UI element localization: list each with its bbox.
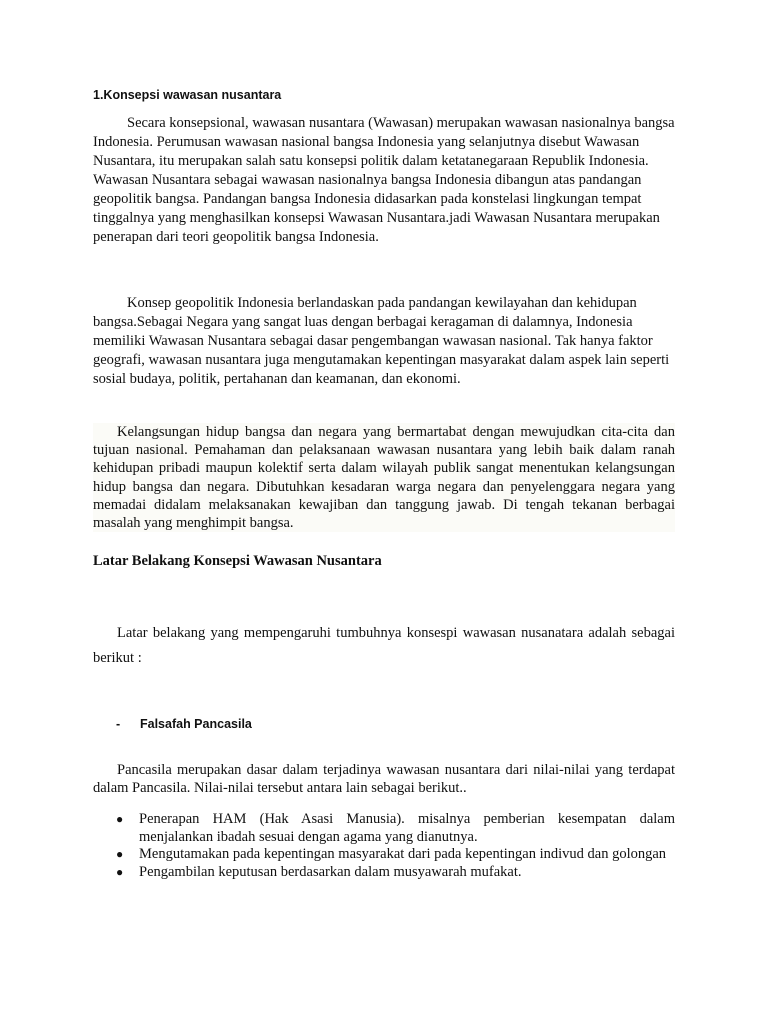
paragraph bbox=[93, 621, 675, 671]
subheading bbox=[116, 717, 252, 731]
subheading-text: Falsafah Pancasila bbox=[140, 717, 252, 731]
section-heading: 1.Konsepsi wawasan nusantara bbox=[93, 88, 282, 102]
paragraph-text: Secara konsepsional, wawasan nusantara (Wawasan) merupakan wawasan nasionalnya bangsa Indonesia. Perumusan wawasan nasional bangsa Indonesia yang selanjutnya disebut Wawasan Nusantara, itu merupakan salah satu konsepsi politik dalam ketatanegaraan Republik Indonesia. Wawasan Nusantara sebagai wawasan nasionalnya bangsa Indonesia dibangun atas pandangan geopolitik bangsa. Pandangan bangsa Indonesia didasarkan pada konstelasi lingkungan tempat tinggalnya yang menghasilkan konsepsi Wawasan Nusantara.jadi Wawasan Nusantara merupakan penerapan dari teori geopolitik bangsa Indonesia. bbox=[93, 115, 675, 245]
paragraph-highlighted bbox=[93, 423, 675, 532]
list-item bbox=[116, 811, 675, 846]
section-heading: Latar Belakang Konsepsi Wawasan Nusantara bbox=[93, 553, 382, 569]
paragraph bbox=[93, 762, 675, 797]
list-item-text: Mengutamakan pada kepentingan masyarakat dari pada kepentingan indivud dan golongan bbox=[139, 846, 667, 862]
list-item bbox=[116, 846, 675, 864]
list-item-text: Pengambilan keputusan berdasarkan dalam musyawarah mufakat. bbox=[139, 863, 522, 880]
bullet-icon: ● bbox=[116, 847, 124, 861]
dash-marker: - bbox=[116, 717, 121, 731]
bullet-icon: ● bbox=[116, 812, 124, 826]
list-item-text: Penerapan HAM (Hak Asasi Manusia). misalnya pemberian kesempatan dalam menjalankan ibadah sesuai dengan agama yang dianutnya. bbox=[139, 811, 675, 845]
paragraph-text: Pancasila merupakan dasar dalam terjadinya wawasan nusantara dari nilai-nilai yang terdapat dalam Pancasila. Nilai-nilai tersebut antara lain sebagai berikut.. bbox=[93, 762, 675, 796]
paragraph-text: Konsep geopolitik Indonesia berlandaskan pada pandangan kewilayahan dan kehidupan bangsa.Sebagai Negara yang sangat luas dengan berbagai keragaman di dalamnya, Indonesia memiliki Wawasan Nusantara sebagai dasar pengembangan wawasan nasional. Tak hanya faktor geografi, wawasan nusantara juga mengutamakan kepentingan masyarakat dalam aspek lain seperti sosial budaya, politik, pertahanan dan keamanan, dan ekonomi. bbox=[93, 295, 670, 387]
bullet-list bbox=[116, 811, 675, 881]
paragraph-text: Latar belakang yang mempengaruhi tumbuhnya konsespi wawasan nusanatara adalah sebagai berikut : bbox=[93, 625, 675, 666]
paragraph bbox=[93, 114, 683, 247]
list-item bbox=[116, 864, 675, 882]
paragraph-text: Kelangsungan hidup bangsa dan negara yang bermartabat dengan mewujudkan cita-cita dan tujuan nasional. Pemahaman dan pelaksanaan wawasan nusantara yang lebih baik dalam ranah kehidupan pribadi maupun kolektif serta dalam wilayah publik sangat menentukan kelangsungan hidup bangsa dan negara. Dibutuhkan kesadaran warga negara dan penyelenggara negara yang memadai didalam melaksanakan kewajiban dan tanggung jawab. Di tengah tekanan berbagai masalah yang menghimpit bangsa. bbox=[93, 424, 675, 532]
bullet-icon: ● bbox=[116, 864, 124, 879]
paragraph bbox=[93, 294, 683, 389]
